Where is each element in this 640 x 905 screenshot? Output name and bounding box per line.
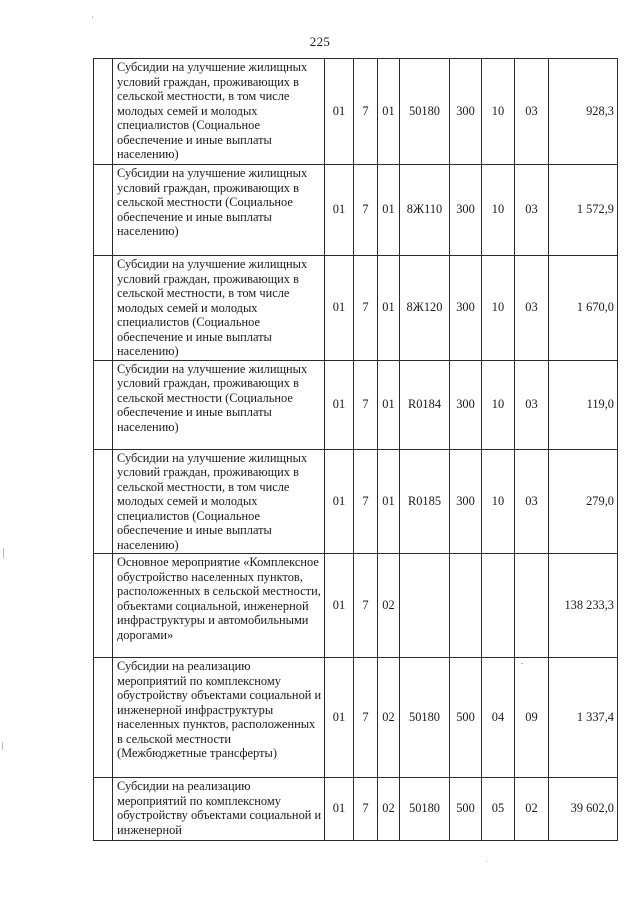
row-name: Субсидии на улучшение жилищных условий граждан, проживающих в сельской местности, в том числе молодых семей и молодых специалистов (Социальное обеспечение и иные выплаты населению): [113, 59, 325, 165]
scan-speck: [486, 861, 487, 862]
amount-cell: 1 337,4: [549, 658, 618, 778]
code-cell: 8Ж110: [400, 165, 450, 256]
blank-cell: [94, 59, 113, 165]
table-row: [94, 165, 618, 256]
code-cell: 7: [354, 165, 378, 256]
amount-cell: 928,3: [549, 59, 618, 165]
blank-cell: [94, 165, 113, 256]
code-cell: 01: [378, 59, 400, 165]
row-name: Субсидии на реализацию мероприятий по комплексному обустройству объектами социальной и инженерной: [113, 778, 325, 841]
table-row: [94, 59, 618, 165]
code-cell: 09: [515, 658, 549, 778]
code-cell: 300: [450, 256, 482, 361]
table-row: [94, 360, 618, 449]
code-cell: 01: [325, 59, 354, 165]
code-cell: 01: [378, 256, 400, 361]
code-cell: 7: [354, 360, 378, 449]
blank-cell: [94, 778, 113, 841]
code-cell: 03: [515, 360, 549, 449]
blank-cell: [94, 658, 113, 778]
code-cell: 7: [354, 449, 378, 554]
scan-speck: [3, 548, 4, 558]
code-cell: 8Ж120: [400, 256, 450, 361]
blank-cell: [94, 449, 113, 554]
code-cell: 02: [378, 778, 400, 841]
blank-cell: [94, 360, 113, 449]
code-cell: [450, 554, 482, 658]
amount-cell: 39 602,0: [549, 778, 618, 841]
code-cell: R0184: [400, 360, 450, 449]
code-cell: 01: [325, 658, 354, 778]
scan-speck: [2, 742, 3, 750]
budget-table-body: [94, 59, 618, 841]
code-cell: 500: [450, 658, 482, 778]
table-row: [94, 658, 618, 778]
code-cell: 01: [378, 449, 400, 554]
row-name: Основное мероприятие «Комплексное обустройство населенных пунктов, расположенных в сельской местности, объектами социальной, инженерной инфраструктуры и автомобильными дорогами»: [113, 554, 325, 658]
amount-cell: 1 572,9: [549, 165, 618, 256]
amount-cell: 119,0: [549, 360, 618, 449]
budget-table: [93, 58, 618, 841]
code-cell: 01: [378, 165, 400, 256]
amount-cell: 138 233,3: [549, 554, 618, 658]
code-cell: 7: [354, 256, 378, 361]
scan-speck: [92, 16, 93, 18]
row-name: Субсидии на реализацию мероприятий по комплексному обустройству объектами социальной и инженерной инфраструктуры населенных пунктов, расположенных в сельской местности (Межбюджетные трансферты): [113, 658, 325, 778]
code-cell: 50180: [400, 59, 450, 165]
code-cell: 10: [482, 256, 515, 361]
code-cell: [482, 554, 515, 658]
blank-cell: [94, 256, 113, 361]
code-cell: [400, 554, 450, 658]
code-cell: 7: [354, 658, 378, 778]
code-cell: 500: [450, 778, 482, 841]
blank-cell: [94, 554, 113, 658]
table-row: [94, 256, 618, 361]
code-cell: 03: [515, 165, 549, 256]
code-cell: 10: [482, 449, 515, 554]
amount-cell: 1 670,0: [549, 256, 618, 361]
code-cell: 300: [450, 449, 482, 554]
code-cell: 01: [325, 165, 354, 256]
code-cell: 01: [325, 449, 354, 554]
table-row: [94, 554, 618, 658]
code-cell: 02: [515, 778, 549, 841]
row-name: Субсидии на улучшение жилищных условий граждан, проживающих в сельской местности (Социальное обеспечение и иные выплаты населению): [113, 165, 325, 256]
code-cell: 7: [354, 554, 378, 658]
code-cell: 01: [378, 360, 400, 449]
code-cell: 50180: [400, 778, 450, 841]
code-cell: 01: [325, 256, 354, 361]
code-cell: R0185: [400, 449, 450, 554]
code-cell: [515, 554, 549, 658]
code-cell: 01: [325, 360, 354, 449]
code-cell: 03: [515, 256, 549, 361]
page-number: 225: [309, 34, 331, 49]
row-name: Субсидии на улучшение жилищных условий граждан, проживающих в сельской местности, в том числе молодых семей и молодых специалистов (Социальное обеспечение и иные выплаты населению): [113, 256, 325, 361]
code-cell: 50180: [400, 658, 450, 778]
row-name: Субсидии на улучшение жилищных условий граждан, проживающих в сельской местности, в том числе молодых семей и молодых специалистов (Социальное обеспечение и иные выплаты населению): [113, 449, 325, 554]
code-cell: 01: [325, 778, 354, 841]
code-cell: 10: [482, 59, 515, 165]
code-cell: 10: [482, 165, 515, 256]
code-cell: 03: [515, 449, 549, 554]
table-row: [94, 449, 618, 554]
code-cell: 04: [482, 658, 515, 778]
scan-speck: [521, 663, 523, 664]
table-row: [94, 778, 618, 841]
code-cell: 300: [450, 165, 482, 256]
row-name: Субсидии на улучшение жилищных условий граждан, проживающих в сельской местности (Социальное обеспечение и иные выплаты населению): [113, 360, 325, 449]
code-cell: 7: [354, 778, 378, 841]
code-cell: 300: [450, 59, 482, 165]
code-cell: 7: [354, 59, 378, 165]
code-cell: 01: [325, 554, 354, 658]
code-cell: 10: [482, 360, 515, 449]
code-cell: 02: [378, 554, 400, 658]
code-cell: 02: [378, 658, 400, 778]
amount-cell: 279,0: [549, 449, 618, 554]
code-cell: 03: [515, 59, 549, 165]
code-cell: 300: [450, 360, 482, 449]
code-cell: 05: [482, 778, 515, 841]
